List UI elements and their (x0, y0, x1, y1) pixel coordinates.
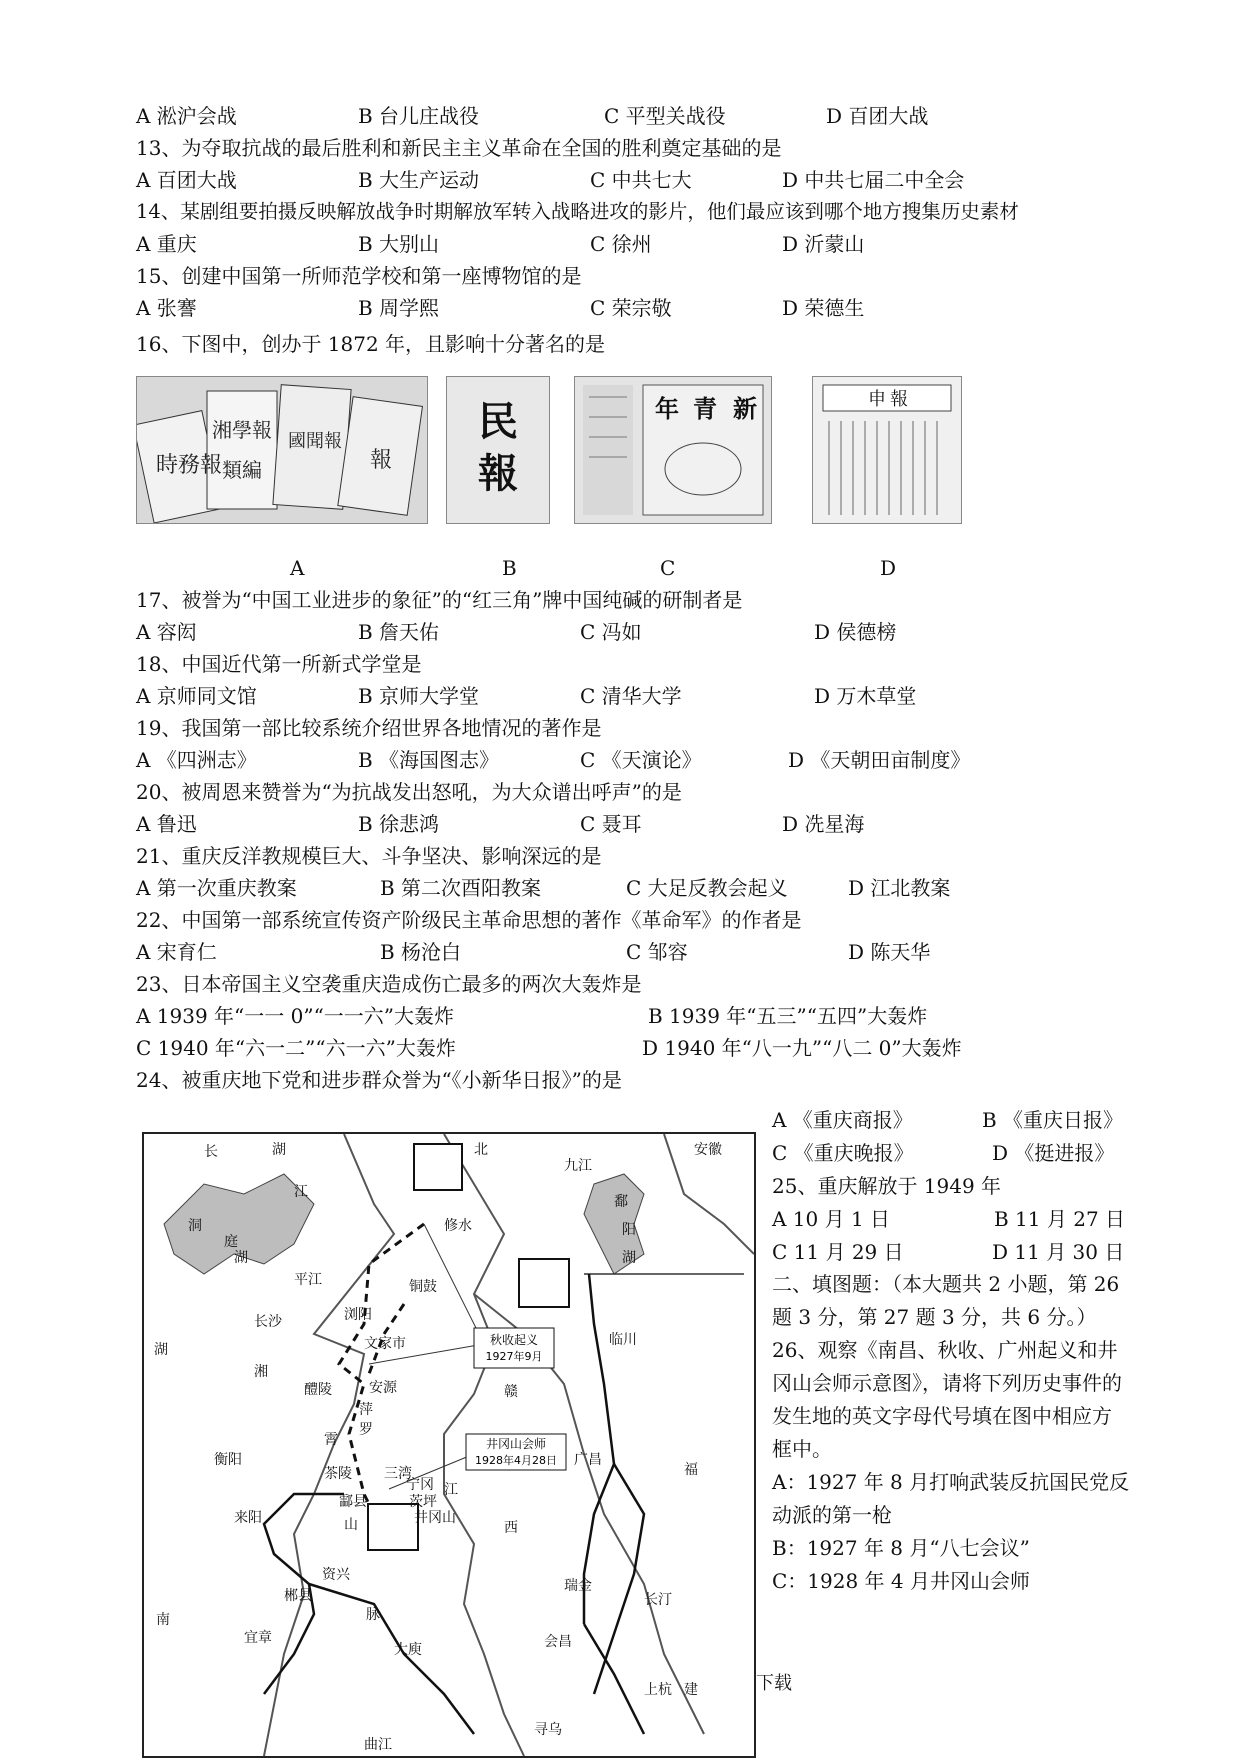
map-place-label: 江 (294, 1184, 308, 1200)
map-place-label: 北 (474, 1142, 488, 1158)
q23-option-c: C 1940 年“六一二”“六一六”大轰炸 (136, 1036, 456, 1060)
q26-item-a: A：1927 年 8 月打响武装反抗国民党反动派的第一枪 (772, 1470, 1130, 1527)
q24-stem: 24、被重庆地下党和进步群众誉为“《小新华日报》”的是 (136, 1068, 622, 1092)
map-place-label: 上杭 (644, 1682, 672, 1698)
q12-option-a: A 淞沪会战 (136, 104, 237, 128)
map-place-label: 洞 (188, 1218, 202, 1234)
photo-a-text-1: 時務報 (155, 453, 223, 478)
map-place-label: 长 (204, 1144, 218, 1160)
q14-option-a: A 重庆 (136, 232, 197, 256)
map-place-label: 萍 (359, 1402, 373, 1418)
q17-stem: 17、被誉为“中国工业进步的象征”的“红三角”牌中国纯碱的研制者是 (136, 588, 743, 612)
q23-option-a: A 1939 年“一一 0”“一一六”大轰炸 (136, 1004, 455, 1028)
answer-box-3 (368, 1504, 418, 1550)
q14-option-b: B 大别山 (358, 232, 440, 256)
map-place-label: 会昌 (544, 1634, 572, 1650)
q20-option-a: A 鲁迅 (136, 812, 197, 836)
map-place-label: 湖 (272, 1142, 286, 1158)
q16-caption-b: B (502, 556, 517, 580)
map-place-label: 茶陵 (324, 1466, 352, 1482)
q14-option-c: C 徐州 (590, 232, 652, 256)
q25-option-c: C 11 月 29 日 (772, 1240, 904, 1264)
q20-option-c: C 聂耳 (580, 812, 642, 836)
map-place-label: 临川 (609, 1332, 637, 1348)
q22-option-a: A 宋育仁 (136, 940, 217, 964)
map-place-label: 酃县 (339, 1494, 367, 1510)
q26-stem: 26、观察《南昌、秋收、广州起义和井冈山会师示意图》，请将下列历史事件的发生地的英文字母代号填在图中相应方框中。 (772, 1338, 1122, 1461)
map-place-label: 资兴 (322, 1567, 350, 1583)
map-place-label: 瑞金 (564, 1578, 592, 1594)
map-place-label: 赣 (504, 1384, 518, 1400)
map-place-label: 福 (684, 1462, 698, 1478)
q13-option-a: A 百团大战 (136, 168, 237, 192)
photo-c-text-3: 年 (655, 394, 679, 423)
q22-option-c: C 邹容 (626, 940, 688, 964)
map-place-label: 九江 (564, 1158, 592, 1174)
q22-option-b: B 杨沧白 (380, 940, 462, 964)
nanchang-route (584, 1274, 614, 1624)
answer-box-2 (519, 1259, 569, 1307)
q26-item-c: C：1928 年 4 月井冈山会师 (772, 1569, 1030, 1593)
answer-box-1 (414, 1144, 462, 1190)
map-place-label: 湖 (234, 1250, 248, 1266)
map-place-label: 醴陵 (304, 1382, 332, 1398)
q15-option-b: B 周学熙 (358, 296, 440, 320)
map-place-label: 庭 (224, 1234, 238, 1250)
map-place-label: 衡阳 (214, 1452, 242, 1468)
map-place-label: 文家市 (364, 1336, 406, 1352)
photo-a-text-5: 報 (369, 448, 393, 473)
callout-jinggang-title: 井冈山会师 (485, 1437, 547, 1451)
q18-stem: 18、中国近代第一所新式学堂是 (136, 652, 422, 676)
q16-caption-a: A (290, 556, 305, 580)
map-place-label: 湖 (622, 1250, 636, 1266)
q18-option-d: D 万木草堂 (814, 684, 917, 708)
q14-stem: 14、某剧组要拍摄反映解放战争时期解放军转入战略进攻的影片，他们最应该到哪个地方搜集历史素材 (136, 200, 1019, 223)
q19-stem: 19、我国第一部比较系统介绍世界各地情况的著作是 (136, 716, 602, 740)
q25-stem: 25、重庆解放于 1949 年 (772, 1174, 1002, 1198)
uprisings-map (142, 1132, 756, 1758)
q13-option-b: B 大生产运动 (358, 168, 480, 192)
map-place-label: 大庾 (394, 1642, 422, 1658)
q15-option-c: C 荣宗敬 (590, 296, 672, 320)
nanchang-route (584, 1624, 644, 1734)
q21-option-d: D 江北教案 (848, 876, 951, 900)
map-place-label: 平江 (294, 1272, 322, 1288)
newspapers-photo-a (136, 376, 428, 524)
callout-jinggang-date: 1928年4月28日 (475, 1454, 557, 1467)
map-place-label: 三湾 (384, 1466, 412, 1482)
q17-option-c: C 冯如 (580, 620, 642, 644)
map-place-label: 浏阳 (344, 1307, 372, 1323)
jinggang-route (309, 1584, 474, 1734)
q19-option-a: A 《四洲志》 (136, 748, 257, 772)
map-place-label: 安源 (369, 1380, 397, 1396)
photo-d-text-2: 報 (890, 389, 908, 410)
q24-option-c: C 《重庆晚报》 (772, 1141, 914, 1165)
photo-a-text-4: 國聞報 (288, 431, 342, 452)
map-place-label: 山 (344, 1517, 358, 1533)
map-place-label: 湘 (254, 1364, 268, 1380)
q24-option-a: A 《重庆商报》 (772, 1108, 913, 1132)
q20-stem: 20、被周恩来赞誉为“为抗战发出怒吼，为大众谱出呼声”的是 (136, 780, 682, 804)
q25-option-a: A 10 月 1 日 (772, 1207, 891, 1231)
callout-autumn-title: 秋收起义 (489, 1333, 539, 1347)
map-place-label: 修水 (444, 1218, 472, 1234)
map-place-label: 曲江 (364, 1737, 392, 1753)
q25-option-b: B 11 月 27 日 (994, 1207, 1126, 1231)
minbao-photo-b (446, 376, 550, 524)
q13-option-d: D 中共七届二中全会 (782, 168, 965, 192)
q19-option-d: D 《天朝田亩制度》 (788, 748, 971, 772)
q21-stem: 21、重庆反洋教规模巨大、斗争坚决、影响深远的是 (136, 844, 602, 868)
q22-option-d: D 陈天华 (848, 940, 931, 964)
map-place-label: 井冈山 (414, 1510, 456, 1526)
map-place-label: 长沙 (254, 1314, 282, 1330)
q17-option-d: D 侯德榜 (814, 620, 897, 644)
photo-a-text-2: 湘學報 (212, 418, 272, 442)
q15-option-d: D 荣德生 (782, 296, 865, 320)
new-youth-photo-c (574, 376, 772, 524)
q17-option-b: B 詹天佑 (358, 620, 440, 644)
q19-option-b: B 《海国图志》 (358, 748, 500, 772)
q16-caption-c: C (660, 556, 676, 580)
q12-option-d: D 百团大战 (826, 104, 929, 128)
stray-download-text: 下载 (756, 1673, 792, 1694)
map-place-label: 茨坪 (409, 1494, 437, 1510)
map-place-label: 西 (504, 1520, 518, 1536)
q20-option-b: B 徐悲鸿 (358, 812, 440, 836)
map-place-label: 宜章 (244, 1630, 272, 1646)
q19-option-c: C 《天演论》 (580, 748, 702, 772)
q21-option-c: C 大足反教会起义 (626, 876, 788, 900)
shenbao-photo-d (812, 376, 962, 524)
photo-c-text-2: 青 (693, 394, 717, 423)
q21-option-a: A 第一次重庆教案 (136, 876, 297, 900)
q26-item-b: B：1927 年 8 月“八七会议” (772, 1536, 1030, 1560)
photo-b-text-2: 報 (478, 450, 518, 497)
q14-option-d: D 沂蒙山 (782, 232, 865, 256)
map-place-label: 建 (684, 1682, 698, 1698)
map-place-label: 江 (444, 1482, 458, 1498)
q18-option-a: A 京师同文馆 (136, 684, 257, 708)
q23-stem: 23、日本帝国主义空袭重庆造成伤亡最多的两次大轰炸是 (136, 972, 642, 996)
photo-d-text-1: 申 (868, 389, 886, 410)
map-place-label: 鄱 (614, 1194, 628, 1210)
map-place-label: 铜鼓 (409, 1279, 437, 1295)
map-place-label: 安徽 (694, 1142, 722, 1158)
q24-option-b: B 《重庆日报》 (982, 1108, 1124, 1132)
q13-stem: 13、为夺取抗战的最后胜利和新民主主义革命在全国的胜利奠定基础的是 (136, 136, 782, 160)
q15-option-a: A 张謇 (136, 296, 197, 320)
q18-option-b: B 京师大学堂 (358, 684, 480, 708)
map-place-label: 脉 (366, 1607, 380, 1623)
q18-option-c: C 清华大学 (580, 684, 682, 708)
q24-option-d: D 《挺进报》 (992, 1141, 1115, 1165)
map-place-label: 阳 (622, 1222, 636, 1238)
callout-autumn-date: 1927年9月 (485, 1350, 543, 1363)
q25-option-d: D 11 月 30 日 (992, 1240, 1125, 1264)
map-place-label: 宁冈 (406, 1477, 434, 1493)
q16-stem: 16、下图中，创办于 1872 年，且影响十分著名的是 (136, 332, 606, 356)
photo-a-text-3: 類編 (222, 458, 262, 482)
map-place-label: 霄 (324, 1432, 338, 1448)
q23-option-b: B 1939 年“五三”“五四”大轰炸 (648, 1004, 928, 1028)
map-place-label: 湖 (154, 1342, 168, 1358)
map-place-label: 郴县 (284, 1588, 312, 1604)
map-place-label: 长汀 (644, 1592, 672, 1608)
photo-b-text-1: 民 (478, 398, 518, 445)
q20-option-d: D 冼星海 (782, 812, 865, 836)
q23-option-d: D 1940 年“八一九”“八二 0”大轰炸 (642, 1036, 962, 1060)
map-place-label: 来阳 (234, 1510, 262, 1526)
q22-stem: 22、中国第一部系统宣传资产阶级民主革命思想的著作《革命军》的作者是 (136, 908, 802, 932)
q16-caption-d: D (880, 556, 897, 580)
q13-option-c: C 中共七大 (590, 168, 692, 192)
map-place-label: 广昌 (574, 1452, 602, 1468)
photo-c-text-1: 新 (733, 394, 757, 423)
q15-stem: 15、创建中国第一所师范学校和第一座博物馆的是 (136, 264, 582, 288)
q12-option-b: B 台儿庄战役 (358, 104, 480, 128)
map-place-label: 南 (156, 1612, 170, 1628)
q17-option-a: A 容闳 (136, 620, 197, 644)
q12-option-c: C 平型关战役 (604, 104, 726, 128)
q21-option-b: B 第二次酉阳教案 (380, 876, 542, 900)
map-place-label: 罗 (359, 1422, 373, 1438)
section-two-heading: 二、填图题：（本大题共 2 小题，第 26 题 3 分，第 27 题 3 分，共 6 分。） (772, 1272, 1120, 1329)
map-place-label: 寻乌 (534, 1722, 562, 1738)
